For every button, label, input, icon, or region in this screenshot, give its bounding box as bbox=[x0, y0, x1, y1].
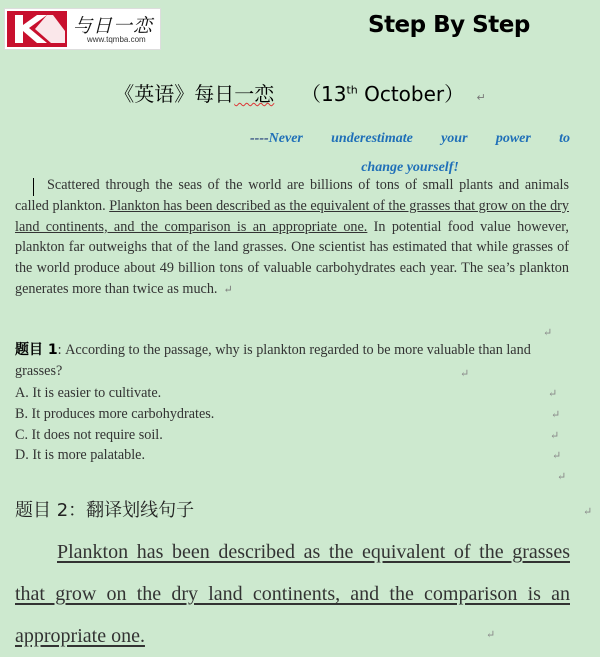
paragraph-mark: ↵ bbox=[486, 629, 496, 641]
motto-line1: Never underestimate your power to bbox=[268, 131, 570, 146]
option-c: C. It does not require soil. bbox=[15, 427, 163, 443]
paragraph-mark: ↵ bbox=[543, 327, 553, 339]
paragraph-mark: ↵ bbox=[583, 506, 593, 518]
paragraph-mark: ↵ bbox=[557, 471, 567, 483]
question-1 bbox=[15, 340, 575, 382]
option-a: A. It is easier to cultivate. bbox=[15, 385, 162, 401]
option-b: B. It produces more carbohydrates. bbox=[15, 406, 215, 422]
title-ordinal: th bbox=[346, 83, 358, 97]
question-1-label: 题目 1 bbox=[15, 342, 58, 358]
paragraph-mark: ↵ bbox=[548, 388, 558, 400]
logo-url: www.tqmba.com bbox=[87, 35, 146, 44]
motto-dash: ---- bbox=[250, 131, 269, 146]
question-1-text: : According to the passage, why is plankton regarded to be more valuable than land grasses? bbox=[15, 342, 531, 379]
title-wavy: 一恋 bbox=[234, 82, 275, 106]
logo-brand: 与日一恋 bbox=[73, 15, 154, 37]
paragraph-mark: ↵ bbox=[223, 283, 233, 296]
paragraph-mark: ↵ bbox=[551, 409, 561, 421]
title-close-paren: ） bbox=[444, 82, 465, 106]
logo-k-icon bbox=[7, 11, 67, 47]
reading-passage bbox=[15, 175, 569, 301]
passage-underlined: Plankton has been described as the equivalent of the grasses that grow on the dry land continents, and the comparison is an appropriate one. bbox=[15, 197, 569, 235]
question-2-label: 题目 2：翻译划线句子 bbox=[15, 500, 195, 521]
passage-rest: In potential food value however, plankton far outweighs that of the land grasses. One scientist has estimated that while grasses of the world produce about 49 billion tons of valuable carbohydrates each year. The sea’s plankton generates more than twice as much. bbox=[15, 218, 569, 297]
motto-line2: change yourself! bbox=[361, 160, 459, 175]
motto bbox=[250, 124, 570, 175]
paragraph-mark: ↵ bbox=[552, 450, 562, 462]
title-open-paren: （ bbox=[300, 82, 321, 106]
title-prefix: 《英语》每日 bbox=[114, 82, 235, 106]
title-day: 13 bbox=[320, 82, 347, 106]
slogan: Step By Step bbox=[368, 12, 530, 38]
title-month: October bbox=[364, 82, 445, 106]
paragraph-mark: ↵ bbox=[460, 368, 470, 380]
paragraph-mark: ↵ bbox=[476, 91, 486, 104]
translation-underlined: Plankton has been described as the equivalent of the grasses that grow on the dry land continents, and the comparison is an appropriate one. bbox=[15, 541, 570, 647]
logo bbox=[4, 8, 161, 50]
page-title bbox=[0, 78, 600, 107]
passage-intro: Scattered through the seas of the world are billions of tons of small plants and animals called plankton. bbox=[15, 177, 569, 214]
paragraph-mark: ↵ bbox=[550, 430, 560, 442]
option-d: D. It is more palatable. bbox=[15, 447, 146, 463]
